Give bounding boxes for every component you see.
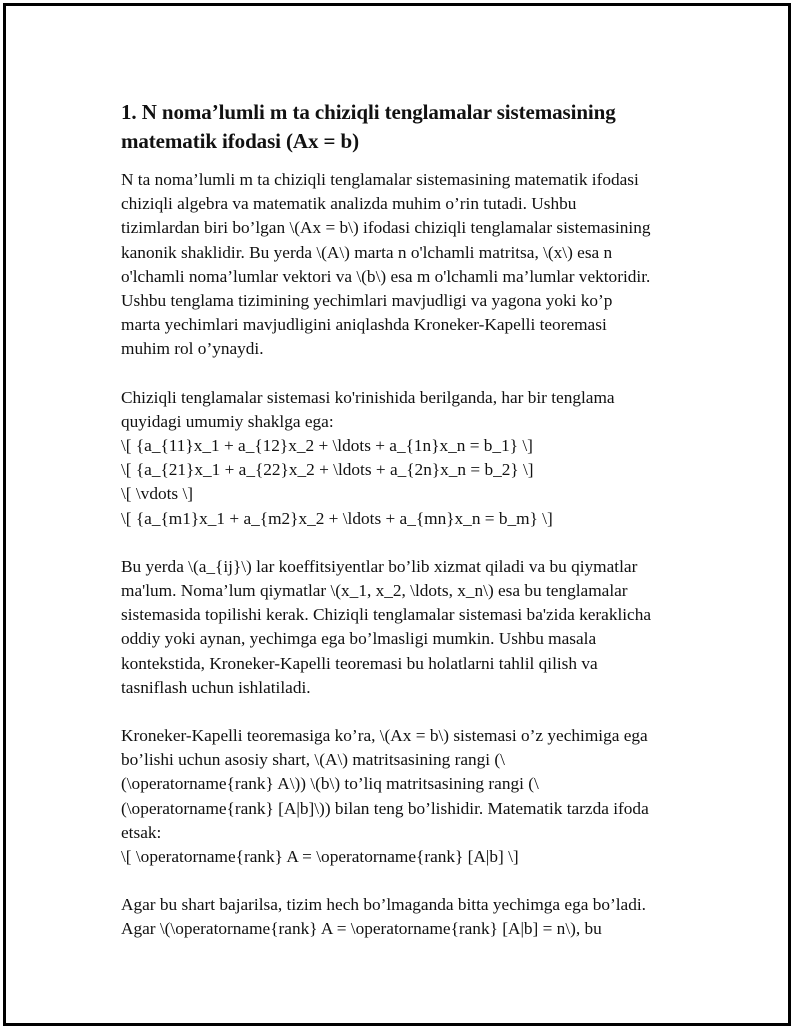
text-line: marta yechimlari mavjudligini aniqlashda Kroneker-Kapelli teoremasi (121, 315, 607, 335)
text-line: quyidagi umumiy shaklga ega: (121, 411, 334, 431)
document-page (3, 3, 791, 1026)
equation-line: \[ \operatorname{rank} A = \operatorname{rank} [A|b] \] (121, 847, 519, 867)
heading-line: matematik ifodasi (Ax = b) (121, 129, 360, 153)
text-line: Chiziqli tenglamalar sistemasi ko'rinishida berilganda, har bir tenglama (121, 387, 615, 407)
equation-line: \[ \vdots \] (121, 484, 194, 504)
section-heading (121, 98, 691, 156)
paragraph-coefficients (121, 555, 691, 700)
heading-line: 1. N noma’lumli m ta chiziqli tenglamalar sistemasining (121, 100, 616, 124)
text-line: kanonik shaklidir. Bu yerda \(A\) marta n o'lchamli matritsa, \(x\) esa n (121, 242, 613, 262)
text-line: Agar bu shart bajarilsa, tizim hech bo’lmaganda bitta yechimga ega bo’ladi. (121, 895, 646, 915)
text-line: (\operatorname{rank} A\)) \(b\) to’liq matritsasining rangi (\ (121, 774, 539, 794)
text-line: ma'lum. Noma’lum qiymatlar \(x_1, x_2, \ldots, x_n\) esa bu tenglamalar (121, 581, 628, 601)
document-content (121, 98, 691, 966)
equation-line: \[ {a_{11}x_1 + a_{12}x_2 + \ldots + a_{1n}x_n = b_1} \] (121, 436, 533, 456)
text-line: chiziqli algebra va matematik analizda muhim o’rin tutadi. Ushbu (121, 194, 577, 214)
text-line: etsak: (121, 822, 162, 842)
paragraph-intro (121, 168, 691, 362)
text-line: kontekstida, Kroneker-Kapelli teoremasi bu holatlarni tahlil qilish va (121, 653, 598, 673)
text-line: tasniflash uchun ishlatiladi. (121, 677, 311, 697)
paragraph-theorem (121, 724, 691, 869)
equation-line: \[ {a_{21}x_1 + a_{22}x_2 + \ldots + a_{2n}x_n = b_2} \] (121, 460, 534, 480)
paragraph-system-form (121, 386, 691, 531)
text-line: sistemasida topilishi kerak. Chiziqli tenglamalar sistemasi ba'zida keraklicha (121, 605, 652, 625)
text-line: N ta noma’lumli m ta chiziqli tenglamalar sistemasining matematik ifodasi (121, 170, 639, 189)
text-line: oddiy yoki aynan, yechimga ega bo’lmasligi mumkin. Ushbu masala (121, 629, 597, 649)
text-line: Bu yerda \(a_{ij}\) lar koeffitsiyentlar bo’lib xizmat qiladi va bu qiymatlar (121, 556, 638, 576)
text-line: Kroneker-Kapelli teoremasiga ko’ra, \(Ax = b\) sistemasi o’z yechimiga ega (121, 726, 648, 746)
text-line: muhim rol o’ynaydi. (121, 339, 264, 359)
text-line: o'lchamli noma’lumlar vektori va \(b\) esa m o'lchamli ma’lumlar vektoridir. (121, 266, 651, 286)
text-line: Agar \(\operatorname{rank} A = \operatorname{rank} [A|b] = n\), bu (121, 919, 602, 939)
equation-line: \[ {a_{m1}x_1 + a_{m2}x_2 + \ldots + a_{mn}x_n = b_m} \] (121, 508, 553, 528)
text-line: tizimlardan biri bo’lgan \(Ax = b\) ifodasi chiziqli tenglamalar sistemasining (121, 218, 651, 238)
text-line: Ushbu tenglama tizimining yechimlari mavjudligi va yagona yoki ko’p (121, 291, 613, 311)
paragraph-conclusion (121, 893, 691, 941)
text-line: (\operatorname{rank} [A|b]\)) bilan teng bo’lishidir. Matematik tarzda ifoda (121, 798, 649, 818)
text-line: bo’lishi uchun asosiy shart, \(A\) matritsasining rangi (\ (121, 750, 505, 770)
